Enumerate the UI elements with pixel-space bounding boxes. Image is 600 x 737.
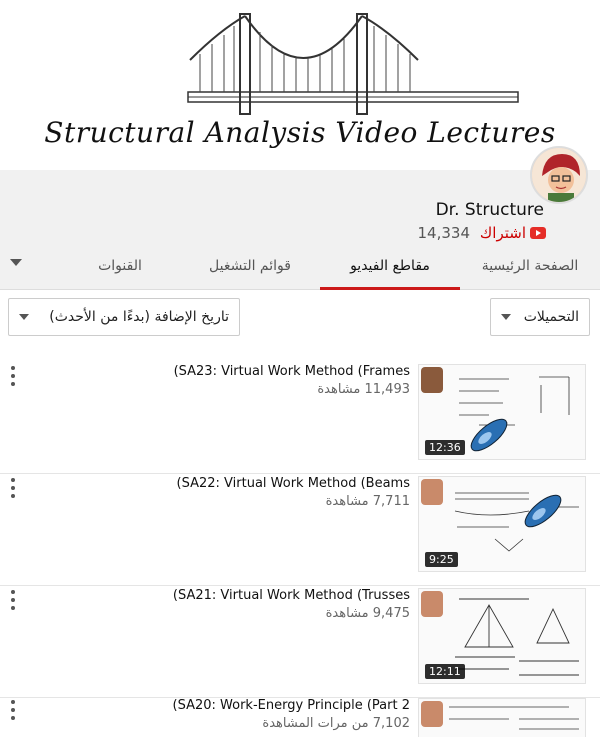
more-options-icon[interactable] [10,366,16,386]
lecturer-avatar [421,479,443,505]
more-options-icon[interactable] [10,590,16,610]
channel-banner [0,0,600,170]
video-views: 11,493 مشاهدة [317,382,410,397]
video-thumbnail[interactable] [418,476,586,572]
video-title[interactable]: (SA21: Virtual Work Method (Trusses [172,588,410,603]
video-thumbnail[interactable] [418,698,586,737]
lecturer-avatar [421,367,443,393]
channel-tabs [0,246,600,290]
video-title[interactable]: (SA23: Virtual Work Method (Frames [173,364,410,379]
channel-avatar[interactable] [530,146,588,204]
chevron-down-icon [501,314,511,320]
video-item[interactable] [0,364,600,474]
video-duration: 9:25 [425,552,458,567]
tab-channels[interactable]: القنوات [98,258,142,274]
subscribe-button[interactable] [474,224,546,242]
video-title[interactable]: (SA20: Work-Energy Principle (Part 2 [172,698,410,713]
tab-playlists[interactable]: قوائم التشغيل [209,258,291,274]
sort-dropdown-label: تاريخ الإضافة (بدءًا من الأحدث) [49,309,229,325]
uploads-dropdown-label: التحميلات [523,309,579,325]
video-item[interactable] [0,698,600,737]
tabs-more-icon[interactable] [10,259,22,266]
subscriber-count: 14,334 [417,224,470,242]
subscribe-label: اشتراك [479,224,526,242]
video-item[interactable] [0,476,600,586]
chevron-down-icon [19,314,29,320]
video-thumbnail[interactable] [418,588,586,684]
tab-videos[interactable]: مقاطع الفيديو [320,246,460,290]
sort-dropdown[interactable] [8,298,240,336]
video-title[interactable]: (SA22: Virtual Work Method (Beams [176,476,410,491]
lecturer-avatar [421,701,443,727]
video-views: 9,475 مشاهدة [325,606,410,621]
uploads-dropdown[interactable] [490,298,590,336]
video-duration: 12:11 [425,664,465,679]
video-thumbnail[interactable] [418,364,586,460]
video-duration: 12:36 [425,440,465,455]
youtube-play-icon [530,227,546,239]
video-views: 7,102 من مرات المشاهدة [262,716,410,731]
more-options-icon[interactable] [10,478,16,498]
lecturer-avatar [421,591,443,617]
tab-home[interactable]: الصفحة الرئيسية [481,258,579,274]
more-options-icon[interactable] [10,700,16,720]
lecture-sketch-icon [419,699,586,737]
video-item[interactable] [0,588,600,698]
bridge-illustration [0,0,600,120]
video-views: 7,711 مشاهدة [325,494,410,509]
banner-title: Structural Analysis Video Lectures [44,116,556,149]
channel-name[interactable]: Dr. Structure [435,200,544,220]
